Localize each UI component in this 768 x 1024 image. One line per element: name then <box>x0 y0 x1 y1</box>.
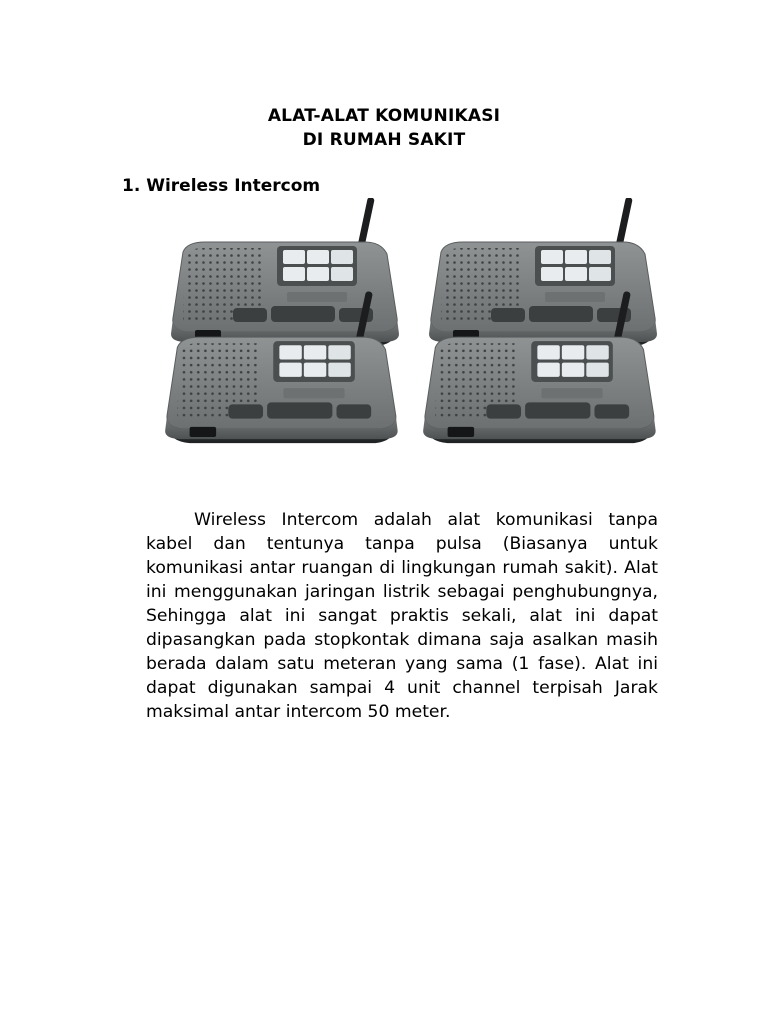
intercom-photo <box>145 198 675 488</box>
section-heading: 1. Wireless Intercom <box>122 176 321 196</box>
page-title-line-1: ALAT-ALAT KOMUNIKASI <box>267 106 501 126</box>
section-paragraph: Wireless Intercom adalah alat komunikasi tanpa kabel dan tentunya tanpa pulsa (Biasanya untuk komunikasi antar ruangan di lingkungan rumah sakit). Alat ini menggunakan jaringan listrik sebagai penghubungnya, Sehingga alat ini sangat praktis sekali, alat ini dapat dipasangkan pada stopkontak dimana saja asalkan masih berada dalam satu meteran yang sama (1 fase). Alat ini dapat digunakan sampai 4 unit channel terpisah Jarak maksimal antar intercom 50 meter. <box>146 510 658 722</box>
page-title-line-2: DI RUMAH SAKIT <box>302 130 466 150</box>
